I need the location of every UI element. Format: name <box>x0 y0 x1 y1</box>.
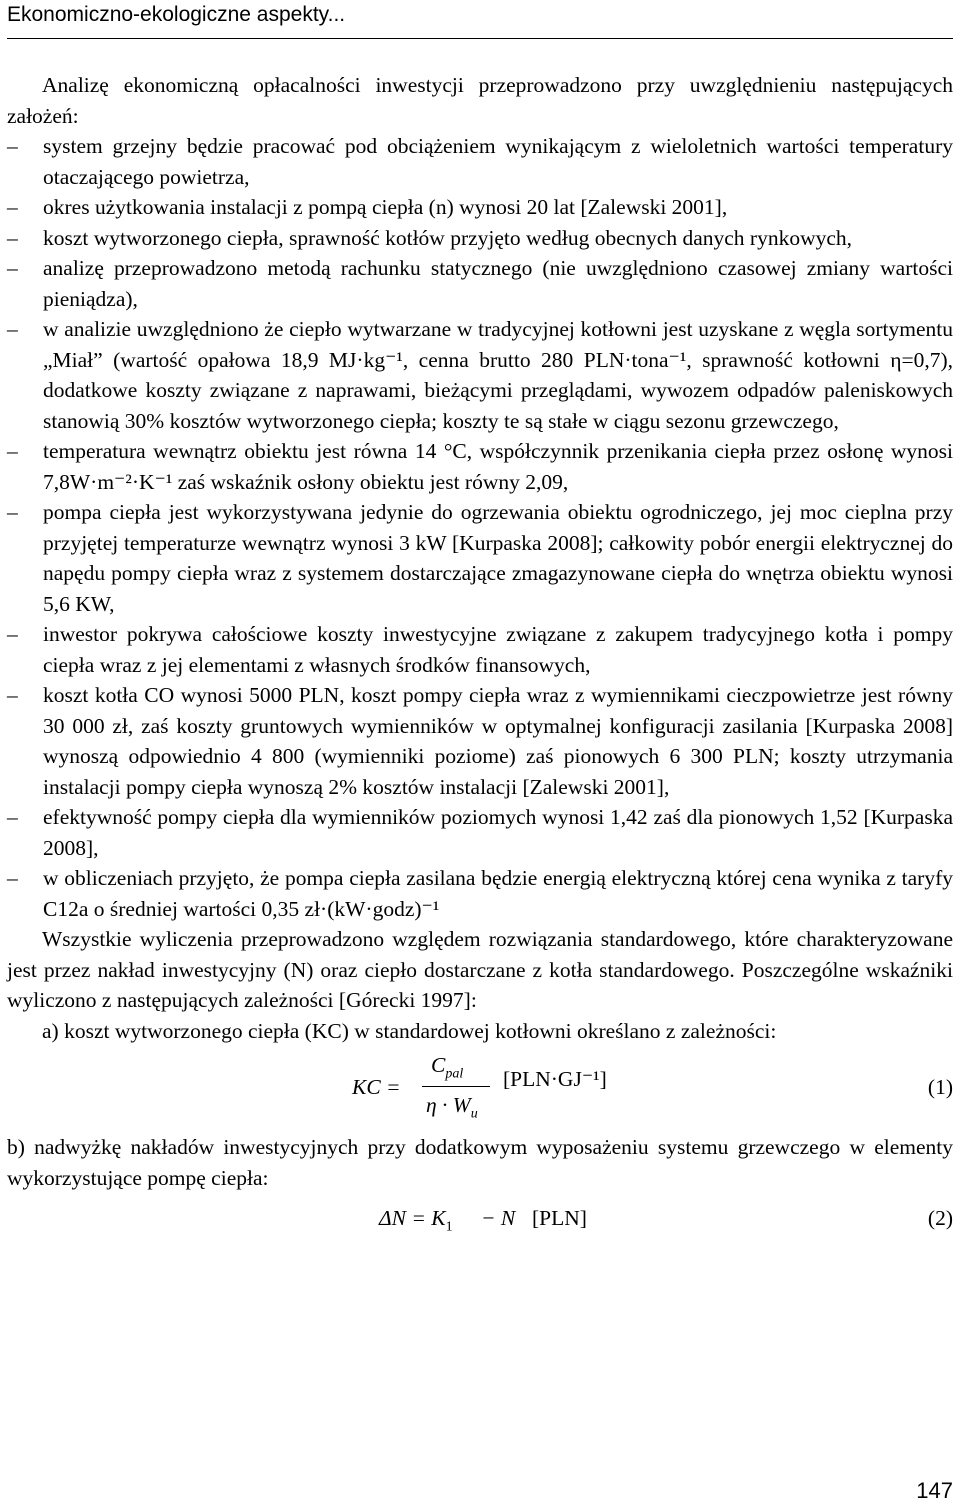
eq1-fraction-bar <box>422 1086 490 1087</box>
page-number: 147 <box>916 1478 953 1503</box>
list-item: – w analizie uwzględniono że ciepło wytwarzane w tradycyjnej kotłowni jest uzyskane z węgla sortymentu „Miał” (wartość opałowa 18,9 MJ·kg⁻¹, cenna brutto 280 PLN·tona⁻¹, sprawność kotłowni η=0,7), dodatkowe koszty związane z naprawami, bieżącymi przeglądami, wywozem odpadów paleniskowych stanowią 30% kosztów wytworzonego ciepła; koszty te są stałe w ciągu sezonu grzewczego, <box>7 314 953 436</box>
equation-1 <box>7 1046 953 1126</box>
list-item: – temperatura wewnątrz obiektu jest równa 14 °C, współczynnik przenikania ciepła przez osłonę wynosi 7,8W·m⁻²·K⁻¹ zaś wskaźnik osłony obiektu jest równy 2,09, <box>7 436 953 497</box>
dash-bullet: – <box>7 134 18 158</box>
list-item: – analizę przeprowadzono metodą rachunku statycznego (nie uwzględniono czasowej zmiany wartości pieniądza), <box>7 253 953 314</box>
eq2-rhs: − N <box>481 1206 516 1230</box>
dash-bullet: – <box>7 439 18 463</box>
dash-bullet: – <box>7 195 18 219</box>
list-item: – koszt kotła CO wynosi 5000 PLN, koszt pompy ciepła wraz z wymiennikami cieczpowietrze jest równy 30 000 zł, zaś koszty gruntowych wymienników w optymalnej konfiguracji zasilania [Kurpaska 2008] wynoszą odpowiednio 4 800 (wymienniki poziome) zaś pionowych 6 300 PLN; koszty utrzymania instalacji pompy ciepła wynoszą 2% kosztów instalacji [Zalewski 2001], <box>7 680 953 802</box>
eq1-numerator: $C_{pal}$ <box>431 1053 464 1082</box>
item-b-text: b) nadwyżkę nakładów inwestycyjnych przy dodatkowym wyposażeniu systemu grzewczego w elementy wykorzystujące pompę ciepła: <box>7 1135 953 1190</box>
dash-bullet: – <box>7 805 18 829</box>
eq2-lhs: $\Delta N = K_1$ <box>379 1206 453 1235</box>
dash-bullet: – <box>7 317 18 341</box>
eq1-lhs: KC = <box>352 1075 401 1099</box>
eq1-denominator: $\eta \cdot W_u$ <box>426 1093 478 1122</box>
eq1-unit: [PLN·GJ⁻¹] <box>503 1067 607 1091</box>
dash-bullet: – <box>7 225 18 250</box>
equation-2 <box>7 1193 953 1243</box>
dash-bullet: – <box>7 500 18 524</box>
list-item: – efektywność pompy ciepła dla wymienników poziomych wynosi 1,42 zaś dla pionowych 1,52 [Kurpaska 2008], <box>7 802 953 863</box>
list-item: – w obliczeniach przyjęto, że pompa ciepła zasilana będzie energią elektryczną której cena wynika z taryfy C12a o średniej wartości 0,35 zł·(kW·godz)⁻¹ <box>7 863 953 924</box>
eq2-number: (2) <box>927 1206 953 1230</box>
assumptions-list <box>7 131 953 924</box>
intro-paragraph: Analizę ekonomiczną opłacalności inwestycji przeprowadzono przy uwzględnieniu następujących założeń: <box>7 73 953 128</box>
dash-bullet: – <box>7 622 18 646</box>
page-body <box>7 70 953 1243</box>
list-item: – okres użytkowania instalacji z pompą ciepła (n) wynosi 20 lat [Zalewski 2001], <box>7 192 953 223</box>
list-item: – koszt wytworzonego ciepła, sprawność kotłów przyjęto według obecnych danych rynkowych, <box>7 223 953 254</box>
list-item: – inwestor pokrywa całościowe koszty inwestycyjne związane z zakupem tradycyjnego kotła i pompy ciepła wraz z jej elementami z własnych środków finansowych, <box>7 619 953 680</box>
dash-bullet: – <box>7 683 18 707</box>
list-item: – pompa ciepła jest wykorzystywana jedynie do ogrzewania obiektu ogrodniczego, jej moc cieplna przy przyjętej temperaturze wewnątrz wynosi 3 kW [Kurpaska 2008]; całkowity pobór energii elektrycznej do napędu pompy ciepła wraz z systemem dostarczające zmagazynowane ciepła do wnętrza obiektu wynosi 5,6 KW, <box>7 497 953 619</box>
dash-bullet: – <box>7 256 18 280</box>
summary-paragraph: Wszystkie wyliczenia przeprowadzono względem rozwiązania standardowego, które charakteryzowane jest przez nakład inwestycyjny (N) oraz ciepło dostarczane z kotła standardowego. Poszczególne wskaźniki wyliczono z następujących zależności [Górecki 1997]: <box>7 927 953 1012</box>
list-item: – system grzejny będzie pracować pod obciążeniem wynikającym z wieloletnich wartości temperatury otaczającego powietrza, <box>7 131 953 192</box>
header-rule <box>7 38 953 39</box>
eq2-unit: [PLN] <box>532 1206 587 1230</box>
item-a-text: a) koszt wytworzonego ciepła (KC) w standardowej kotłowni określano z zależności: <box>42 1018 777 1043</box>
dash-bullet: – <box>7 866 18 890</box>
running-header: Ekonomiczno-ekologiczne aspekty... <box>7 3 346 26</box>
eq1-number: (1) <box>927 1075 953 1099</box>
